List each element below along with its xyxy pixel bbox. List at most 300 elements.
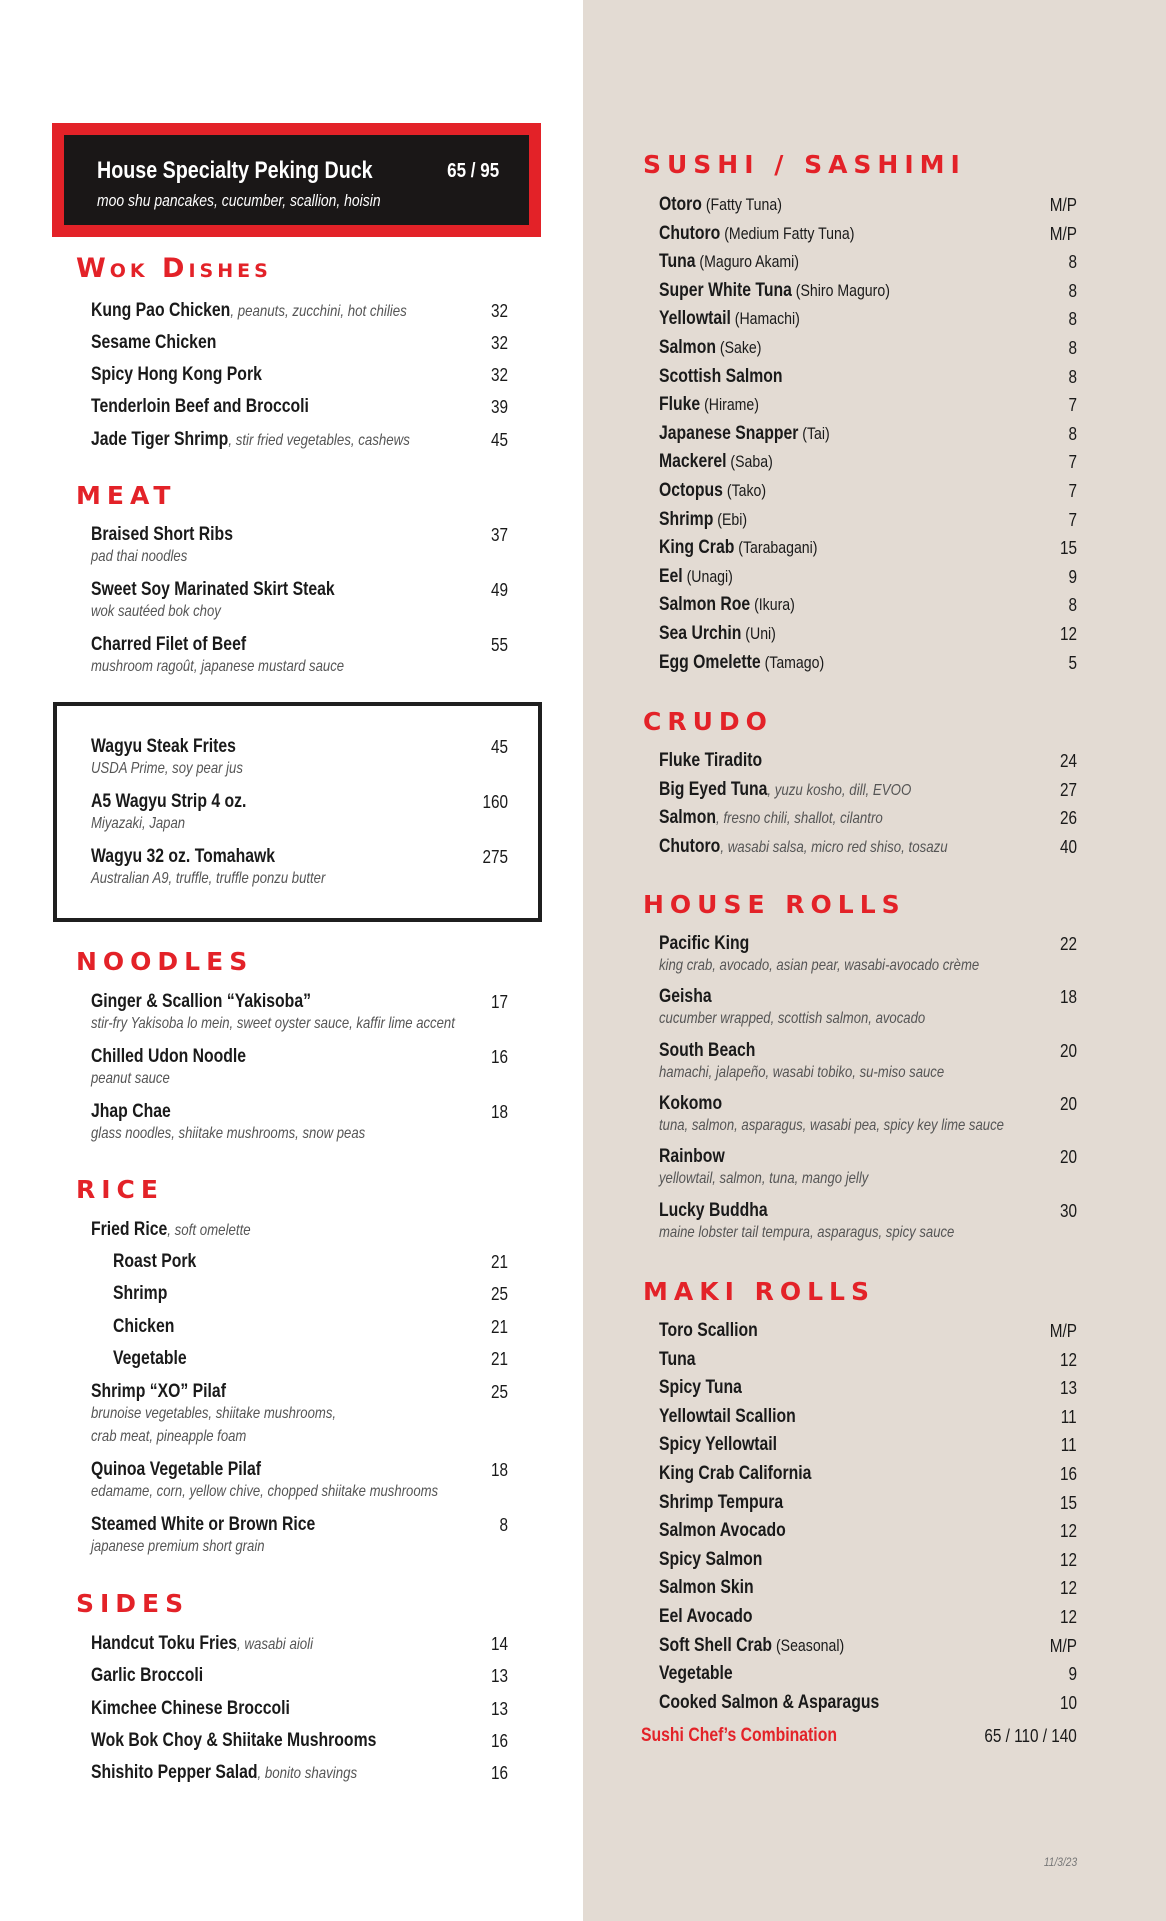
section-heading-noodles: NOODLES [76, 947, 254, 976]
item-name-text: King Crab [659, 537, 735, 559]
menu-item-price: 21 [490, 1349, 508, 1369]
item-name-text: Rainbow [659, 1146, 725, 1168]
menu-item [659, 423, 865, 445]
menu-item-name [91, 1665, 203, 1687]
menu-item-price: 12 [1059, 1578, 1077, 1599]
menu-item-description: stir-fry Yakisoba lo mein, sweet oyster sauce, kaffir lime accent [91, 1015, 455, 1032]
menu-item-name [659, 1434, 777, 1456]
menu-item [659, 1520, 812, 1542]
item-japanese-name: (Uni) [741, 624, 776, 643]
menu-item-name [641, 1725, 837, 1747]
menu-item-price: 8 [1068, 252, 1077, 273]
item-japanese-name: (Maguro Akami) [695, 252, 800, 272]
menu-item-name [659, 1549, 762, 1571]
menu-item-name [659, 750, 762, 772]
menu-item [113, 1316, 187, 1338]
menu-item [659, 1577, 773, 1599]
menu-item-price: 7 [1068, 395, 1077, 416]
menu-item [659, 194, 807, 216]
specialty-description: moo shu pancakes, cucumber, scallion, hoisin [97, 191, 381, 210]
menu-item-price: 8 [1068, 280, 1077, 301]
menu-item [659, 836, 1007, 858]
menu-item-price: 20 [1059, 1147, 1077, 1168]
item-inline-description: , peanuts, zucchini, hot chilies [230, 303, 407, 320]
menu-item [91, 1514, 361, 1536]
menu-item [91, 846, 313, 868]
menu-item-name [91, 1762, 357, 1784]
menu-item [91, 300, 471, 322]
item-name-text: Otoro [659, 194, 702, 215]
item-japanese-name: (Hamachi) [730, 309, 800, 329]
section-heading-sides: SIDES [76, 1589, 190, 1618]
menu-item-name [659, 779, 911, 801]
item-name-text: Spicy Yellowtail [659, 1434, 778, 1456]
menu-item [641, 1725, 877, 1747]
menu-item-name [659, 933, 749, 955]
menu-item-name [659, 1520, 786, 1542]
menu-item [91, 736, 266, 758]
item-name-text: Soft Shell Crab [659, 1634, 773, 1656]
menu-item [91, 1046, 278, 1068]
menu-item-name [659, 451, 773, 473]
menu-item-name [659, 566, 733, 588]
menu-item-price: 9 [1068, 1664, 1077, 1685]
menu-item-price: 18 [490, 1102, 508, 1122]
menu-item-price: 25 [490, 1382, 508, 1402]
item-name-text: Sea Urchin [659, 623, 742, 644]
menu-item-name [91, 846, 275, 868]
menu-item-price: 40 [1059, 837, 1077, 857]
menu-item-price: 45 [490, 737, 508, 757]
menu-item-description: glass noodles, shiitake mushrooms, snow peas [91, 1125, 366, 1142]
menu-item-name [91, 736, 236, 758]
menu-item-price: 15 [1059, 538, 1077, 559]
item-japanese-name: (Unagi) [682, 566, 733, 586]
menu-item-name [659, 1040, 755, 1062]
menu-item-name [659, 986, 712, 1008]
menu-item-name [91, 1459, 261, 1481]
menu-item-price: M/P [1049, 1635, 1077, 1656]
menu-item [91, 791, 278, 813]
specialty-name: House Specialty Peking Duck [97, 157, 373, 184]
menu-item [91, 396, 354, 418]
menu-item [659, 750, 783, 772]
menu-item-name [91, 1381, 226, 1403]
menu-item-name [659, 194, 782, 216]
menu-item [659, 933, 768, 955]
menu-item-description: peanut sauce [91, 1070, 170, 1087]
menu-item-name [659, 280, 890, 302]
item-name-text: A5 Wagyu Strip 4 oz. [91, 791, 247, 812]
menu-item [659, 1606, 772, 1628]
section-heading-sushi: SUSHI / SASHIMI [643, 150, 966, 179]
item-name-text: Shrimp [113, 1283, 168, 1304]
menu-item [91, 1698, 331, 1720]
item-japanese-name: (Medium Fatty Tuna) [720, 223, 855, 243]
menu-item [659, 509, 765, 531]
menu-item [113, 1251, 213, 1273]
item-name-text: Jhap Chae [91, 1101, 171, 1122]
menu-item-price: 7 [1068, 452, 1077, 473]
menu-item-description: mushroom ragoût, japanese mustard sauce [91, 658, 345, 675]
menu-item [659, 1040, 775, 1062]
item-name-text: Sweet Soy Marinated Skirt Steak [91, 579, 335, 600]
item-name-text: Pacific King [659, 933, 750, 954]
item-name-text: Cooked Salmon & Asparagus [659, 1691, 880, 1713]
menu-item [91, 579, 385, 601]
menu-item-price: 13 [490, 1666, 508, 1686]
house-specialty-banner [52, 123, 541, 237]
menu-item [91, 991, 356, 1013]
menu-item [91, 364, 297, 386]
section-heading-meat: MEAT [76, 481, 177, 510]
menu-item-price: 32 [490, 365, 508, 385]
item-name-text: Shrimp “XO” Pilaf [91, 1381, 226, 1402]
menu-date: 11/3/23 [1043, 1855, 1077, 1869]
menu-item-name [113, 1316, 174, 1338]
menu-item-name [91, 1698, 290, 1720]
menu-item-price: 17 [490, 992, 508, 1012]
item-name-text: Chicken [113, 1316, 175, 1337]
menu-item [659, 807, 929, 829]
menu-item-price: 39 [490, 397, 508, 417]
item-name-text: Big Eyed Tuna [659, 779, 768, 800]
menu-item [91, 1219, 283, 1241]
menu-item [659, 1093, 735, 1115]
menu-item-price: 21 [490, 1317, 508, 1337]
menu-item-price: 16 [490, 1763, 508, 1783]
menu-item-price: 13 [1059, 1378, 1077, 1399]
section-heading-house-rolls: HOUSE ROLLS [643, 890, 906, 919]
menu-item-name [659, 337, 761, 359]
item-name-text: Super White Tuna [659, 279, 792, 301]
item-name-text: Shishito Pepper Salad [91, 1762, 258, 1783]
item-name-text: Kung Pao Chicken [91, 300, 231, 321]
menu-item-name [659, 308, 800, 330]
section-heading-crudo: CRUDO [643, 707, 773, 736]
item-name-text: Japanese Snapper [659, 422, 799, 444]
menu-item-price: 18 [490, 1460, 508, 1480]
item-japanese-name: (Shiro Maguro) [791, 280, 890, 300]
menu-item [659, 1692, 924, 1714]
menu-item-price: 16 [490, 1047, 508, 1067]
item-name-text: Roast Pork [113, 1251, 197, 1272]
menu-item [659, 1463, 843, 1485]
menu-item-description: yellowtail, salmon, tuna, mango jelly [659, 1170, 869, 1188]
menu-item-name [91, 634, 246, 656]
item-name-text: Vegetable [113, 1348, 187, 1369]
menu-item-price: 12 [1059, 1549, 1077, 1570]
menu-item [659, 394, 779, 416]
menu-item [659, 566, 748, 588]
item-name-text: Toro Scallion [659, 1320, 758, 1341]
menu-item-price: 16 [490, 1731, 508, 1751]
menu-item-price: 21 [490, 1252, 508, 1272]
menu-item-name [659, 223, 854, 245]
menu-item-name [91, 1046, 246, 1068]
item-japanese-name: (Sake) [715, 338, 762, 357]
menu-item-name [659, 251, 799, 273]
item-name-text: Sushi Chef’s Combination [641, 1725, 837, 1746]
menu-item-name [659, 594, 795, 616]
menu-item-price: 8 [499, 1515, 508, 1535]
menu-item-name [659, 366, 783, 388]
menu-item-description: pad thai noodles [91, 548, 188, 565]
menu-item-name [659, 1577, 754, 1599]
menu-item [659, 1406, 824, 1428]
menu-item-description: crab meat, pineapple foam [91, 1428, 247, 1445]
menu-item-price: 12 [1059, 1349, 1077, 1370]
menu-item [113, 1348, 202, 1370]
item-name-text: Fluke [659, 394, 701, 416]
item-name-text: Yellowtail [659, 308, 731, 330]
item-name-text: Yellowtail Scallion [659, 1405, 796, 1427]
item-japanese-name: (Tako) [722, 481, 767, 500]
menu-item-price: 22 [1059, 934, 1077, 954]
menu-item [659, 1492, 809, 1514]
menu-item-price: 160 [482, 792, 508, 812]
menu-item [113, 1283, 178, 1305]
menu-item-description: maine lobster tail tempura, asparagus, spicy sauce [659, 1223, 955, 1241]
menu-item-price: 32 [490, 301, 508, 321]
menu-item-price: 12 [1059, 1521, 1077, 1542]
menu-item-description: king crab, avocado, asian pear, wasabi-avocado crème [659, 957, 980, 974]
specialty-price: 65 / 95 [447, 160, 499, 182]
menu-item-price: 18 [1059, 987, 1077, 1008]
menu-item-description: edamame, corn, yellow chive, chopped shiitake mushrooms [91, 1483, 439, 1500]
menu-item-description: Miyazaki, Japan [91, 815, 186, 832]
item-name-text: Wagyu Steak Frites [91, 736, 236, 757]
menu-item-name [113, 1251, 196, 1273]
menu-item-price: 8 [1068, 423, 1077, 444]
menu-item-name [91, 1101, 171, 1123]
menu-item-price: 32 [490, 333, 508, 353]
item-name-text: Fried Rice [91, 1219, 168, 1240]
menu-item-description: brunoise vegetables, shiitake mushrooms, [91, 1405, 337, 1422]
item-name-text: Octopus [659, 480, 723, 501]
item-japanese-name: (Tamago) [760, 652, 825, 672]
menu-item [659, 451, 796, 473]
menu-item-name [659, 623, 776, 645]
menu-item-name [91, 524, 233, 546]
menu-item-name [659, 1463, 811, 1485]
house-specialty-panel [63, 134, 530, 226]
menu-item-price: 14 [490, 1634, 508, 1654]
item-name-text: Salmon Roe [659, 594, 751, 616]
menu-item-name [659, 1200, 768, 1222]
item-inline-description: , yuzu kosho, dill, EVOO [767, 782, 912, 799]
menu-item-price: 7 [1068, 509, 1077, 530]
item-inline-description: , wasabi aioli [237, 1636, 314, 1653]
item-name-text: South Beach [659, 1039, 756, 1061]
menu-item [659, 1320, 778, 1342]
item-name-text: Kokomo [659, 1092, 723, 1114]
menu-item-price: 8 [1068, 338, 1077, 358]
menu-item-price: 49 [490, 580, 508, 600]
menu-item-name [659, 423, 830, 445]
item-japanese-name: (Saba) [726, 452, 773, 472]
menu-item-name [659, 1377, 742, 1399]
menu-item-name [113, 1348, 187, 1370]
menu-item-price: 11 [1061, 1435, 1077, 1456]
menu-item-price: 8 [1068, 309, 1077, 330]
menu-item-name [91, 1730, 376, 1752]
menu-item [91, 1633, 359, 1655]
item-name-text: Spicy Tuna [659, 1377, 742, 1399]
item-name-text: Spicy Salmon [659, 1548, 763, 1570]
menu-item-name [91, 1219, 251, 1241]
item-name-text: Fluke Tiradito [659, 750, 763, 771]
menu-item-price: 5 [1068, 652, 1077, 673]
item-name-text: Vegetable [659, 1663, 733, 1685]
item-inline-description: , bonito shavings [257, 1765, 358, 1782]
menu-item [659, 308, 829, 330]
menu-item [91, 1762, 412, 1784]
menu-item [91, 1101, 187, 1123]
menu-item [659, 1549, 784, 1571]
item-name-text: Charred Filet of Beef [91, 634, 247, 655]
menu-item [659, 1635, 882, 1657]
item-name-text: Scottish Salmon [659, 365, 783, 387]
menu-item [659, 623, 800, 645]
item-name-text: Salmon Avocado [659, 1520, 786, 1542]
menu-item [91, 1381, 254, 1403]
item-name-text: Geisha [659, 986, 712, 1008]
menu-item-name [91, 300, 407, 322]
menu-item [659, 537, 850, 559]
item-name-text: Wagyu 32 oz. Tomahawk [91, 846, 276, 867]
menu-item-name [659, 480, 766, 502]
item-name-text: Handcut Toku Fries [91, 1633, 238, 1654]
menu-item-price: 45 [490, 430, 508, 450]
menu-item-price: 12 [1059, 624, 1077, 644]
menu-item-name [91, 991, 311, 1013]
menu-item-name [659, 1320, 758, 1342]
menu-item-description: japanese premium short grain [91, 1538, 265, 1555]
menu-item [659, 1146, 738, 1168]
menu-item-name [659, 652, 824, 674]
menu-item-name [659, 537, 817, 559]
menu-item-price: 26 [1059, 808, 1077, 828]
menu-item [659, 366, 808, 388]
item-name-text: Shrimp Tempura [659, 1491, 784, 1513]
item-inline-description: , soft omelette [167, 1222, 251, 1239]
menu-item-name [659, 509, 747, 531]
menu-item-price: 25 [490, 1284, 508, 1304]
menu-item-description: wok sautéed bok choy [91, 603, 221, 620]
menu-item-name [91, 1514, 315, 1536]
menu-item-name [659, 1093, 722, 1115]
item-japanese-name: (Fatty Tuna) [701, 195, 782, 214]
item-name-text: Spicy Hong Kong Pork [91, 364, 262, 385]
item-name-text: Egg Omelette [659, 651, 761, 673]
menu-item-name [659, 807, 883, 829]
menu-item-price: 10 [1059, 1692, 1077, 1713]
menu-item [91, 1730, 435, 1752]
item-name-text: Chutoro [659, 836, 721, 857]
menu-item [659, 251, 828, 273]
item-japanese-name: (Hirame) [700, 395, 759, 415]
menu-item-price: 7 [1068, 481, 1077, 501]
menu-item-price: 37 [490, 525, 508, 545]
item-name-text: Quinoa Vegetable Pilaf [91, 1459, 262, 1480]
menu-item-name [659, 1492, 783, 1514]
menu-item-price: 8 [1068, 366, 1077, 387]
menu-item-price: 27 [1059, 780, 1077, 800]
menu-item-name [659, 1692, 879, 1714]
menu-item-name [659, 1349, 696, 1371]
item-name-text: Chutoro [659, 222, 721, 244]
menu-item-price: M/P [1049, 1321, 1077, 1341]
menu-item [659, 1663, 748, 1685]
menu-item-price: 11 [1061, 1406, 1077, 1427]
menu-item-name [91, 579, 335, 601]
menu-item-name [91, 332, 216, 354]
item-japanese-name: (Tarabagani) [734, 538, 818, 558]
item-name-text: Ginger & Scallion “Yakisoba” [91, 991, 311, 1012]
item-name-text: Eel [659, 565, 683, 587]
item-name-text: Sesame Chicken [91, 332, 217, 353]
menu-item-name [91, 429, 410, 451]
item-name-text: Jade Tiger Shrimp [91, 429, 229, 450]
item-inline-description: , wasabi salsa, micro red shiso, tosazu [720, 839, 948, 856]
menu-item-name [113, 1283, 167, 1305]
menu-item [91, 332, 242, 354]
menu-item-price: 275 [482, 847, 508, 867]
section-heading-wok: Wok Dishes [76, 253, 272, 284]
item-inline-description: , fresno chili, shallot, cilantro [715, 810, 883, 827]
menu-item-price: 55 [490, 635, 508, 655]
item-name-text: Mackerel [659, 451, 727, 473]
item-name-text: Garlic Broccoli [91, 1665, 204, 1686]
item-name-text: Eel Avocado [659, 1606, 753, 1627]
menu-item-price: 9 [1068, 566, 1077, 587]
menu-item-name [659, 1606, 752, 1628]
menu-item [91, 1665, 226, 1687]
menu-item [659, 779, 963, 801]
menu-item-price: M/P [1049, 223, 1077, 244]
menu-item-price: 30 [1059, 1200, 1077, 1221]
menu-item [91, 524, 262, 546]
item-name-text: Steamed White or Brown Rice [91, 1514, 316, 1535]
item-name-text: Chilled Udon Noodle [91, 1046, 247, 1067]
item-name-text: Lucky Buddha [659, 1199, 768, 1221]
menu-item [91, 634, 278, 656]
menu-item [659, 337, 782, 359]
menu-item [659, 1434, 801, 1456]
item-name-text: Kimchee Chinese Broccoli [91, 1698, 290, 1719]
menu-item [91, 1459, 296, 1481]
item-japanese-name: (Tai) [798, 423, 830, 443]
menu-item-price: 16 [1059, 1464, 1077, 1484]
item-japanese-name: (Seasonal) [772, 1635, 845, 1655]
menu-item-name [659, 1663, 733, 1685]
item-name-text: Tenderloin Beef and Broccoli [91, 396, 309, 417]
menu-item [659, 223, 894, 245]
section-heading-rice: RICE [76, 1175, 164, 1204]
menu-item-name [91, 791, 246, 813]
menu-item-name [659, 1146, 725, 1168]
item-name-text: King Crab California [659, 1463, 812, 1484]
menu-item [659, 280, 937, 302]
item-japanese-name: (Ebi) [713, 509, 748, 529]
item-japanese-name: (Ikura) [750, 595, 795, 615]
menu-item [659, 594, 823, 616]
menu-item [659, 1349, 703, 1371]
menu-item-description: USDA Prime, soy pear jus [91, 760, 243, 777]
item-name-text: Salmon [659, 807, 716, 828]
item-name-text: Shrimp [659, 508, 714, 530]
